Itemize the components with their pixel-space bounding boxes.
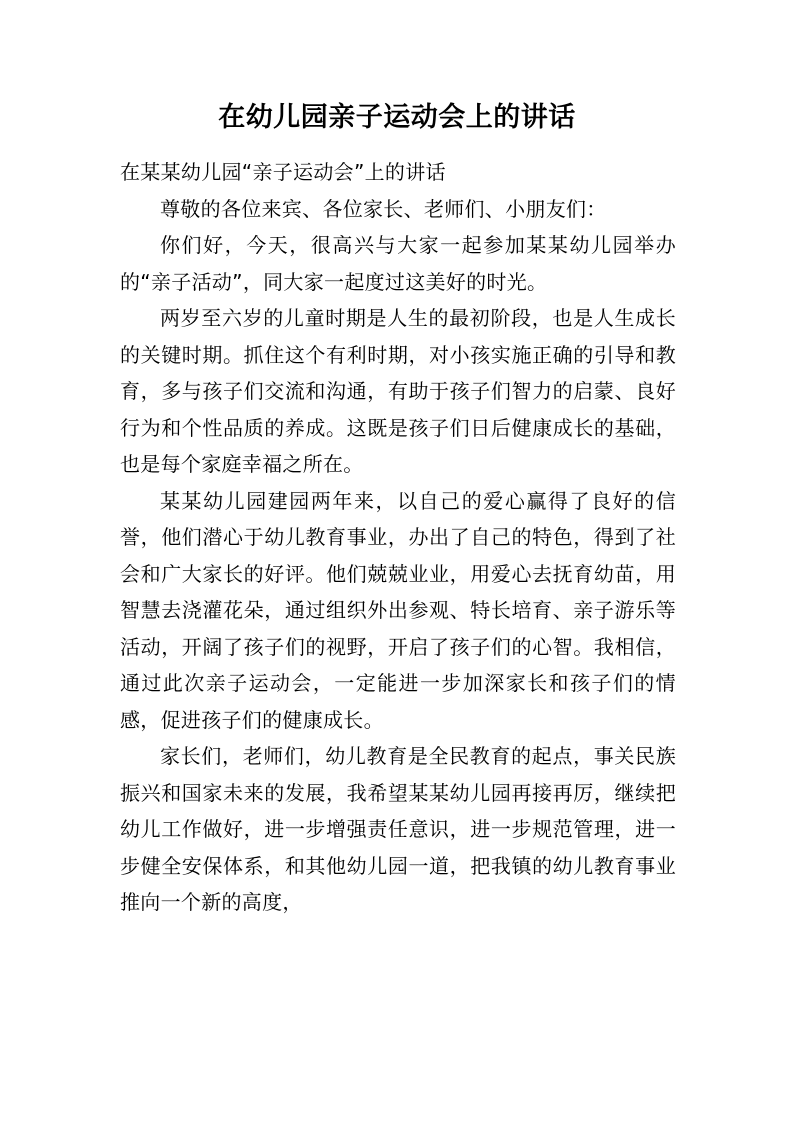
document-body bbox=[120, 154, 676, 921]
salutation-paragraph: 尊敬的各位来宾、各位家长、老师们、小朋友们： bbox=[160, 196, 607, 221]
greeting-paragraph: 你们好，今天，很高兴与大家一起参加某某幼儿园举办的“亲子活动”，同大家一起度过这美好的时光。 bbox=[120, 233, 676, 294]
document-title: 在幼儿园亲子运动会上的讲话 bbox=[218, 102, 576, 133]
closing-paragraph: 家长们，老师们，幼儿教育是全民教育的起点，事关民族振兴和国家未来的发展，我希望某某幼儿园再接再厉，继续把幼儿工作做好，进一步增强责任意识，进一步规范管理，进一步健全安保体系，和其他幼儿园一道，把我镇的幼儿教育事业推向一个新的高度， bbox=[120, 744, 676, 914]
kindergarten-paragraph: 某某幼儿园建园两年来，以自己的爱心赢得了良好的信誉，他们潜心于幼儿教育事业，办出了自己的特色，得到了社会和广大家长的好评。他们兢兢业业，用爱心去抚育幼苗，用智慧去浇灌花朵，通过组织外出参观、特长培育、亲子游乐等活动，开阔了孩子们的视野，开启了孩子们的心智。我相信，通过此次亲子运动会，一定能进一步加深家长和孩子们的情感，促进孩子们的健康成长。 bbox=[120, 488, 676, 732]
speech-subtitle: 在某某幼儿园“亲子运动会”上的讲话 bbox=[120, 160, 446, 184]
childhood-paragraph: 两岁至六岁的儿童时期是人生的最初阶段，也是人生成长的关键时期。抓住这个有利时期，对小孩实施正确的引导和教育，多与孩子们交流和沟通，有助于孩子们智力的启蒙、良好行为和个性品质的养成。这既是孩子们日后健康成长的基础，也是每个家庭幸福之所在。 bbox=[120, 306, 676, 476]
